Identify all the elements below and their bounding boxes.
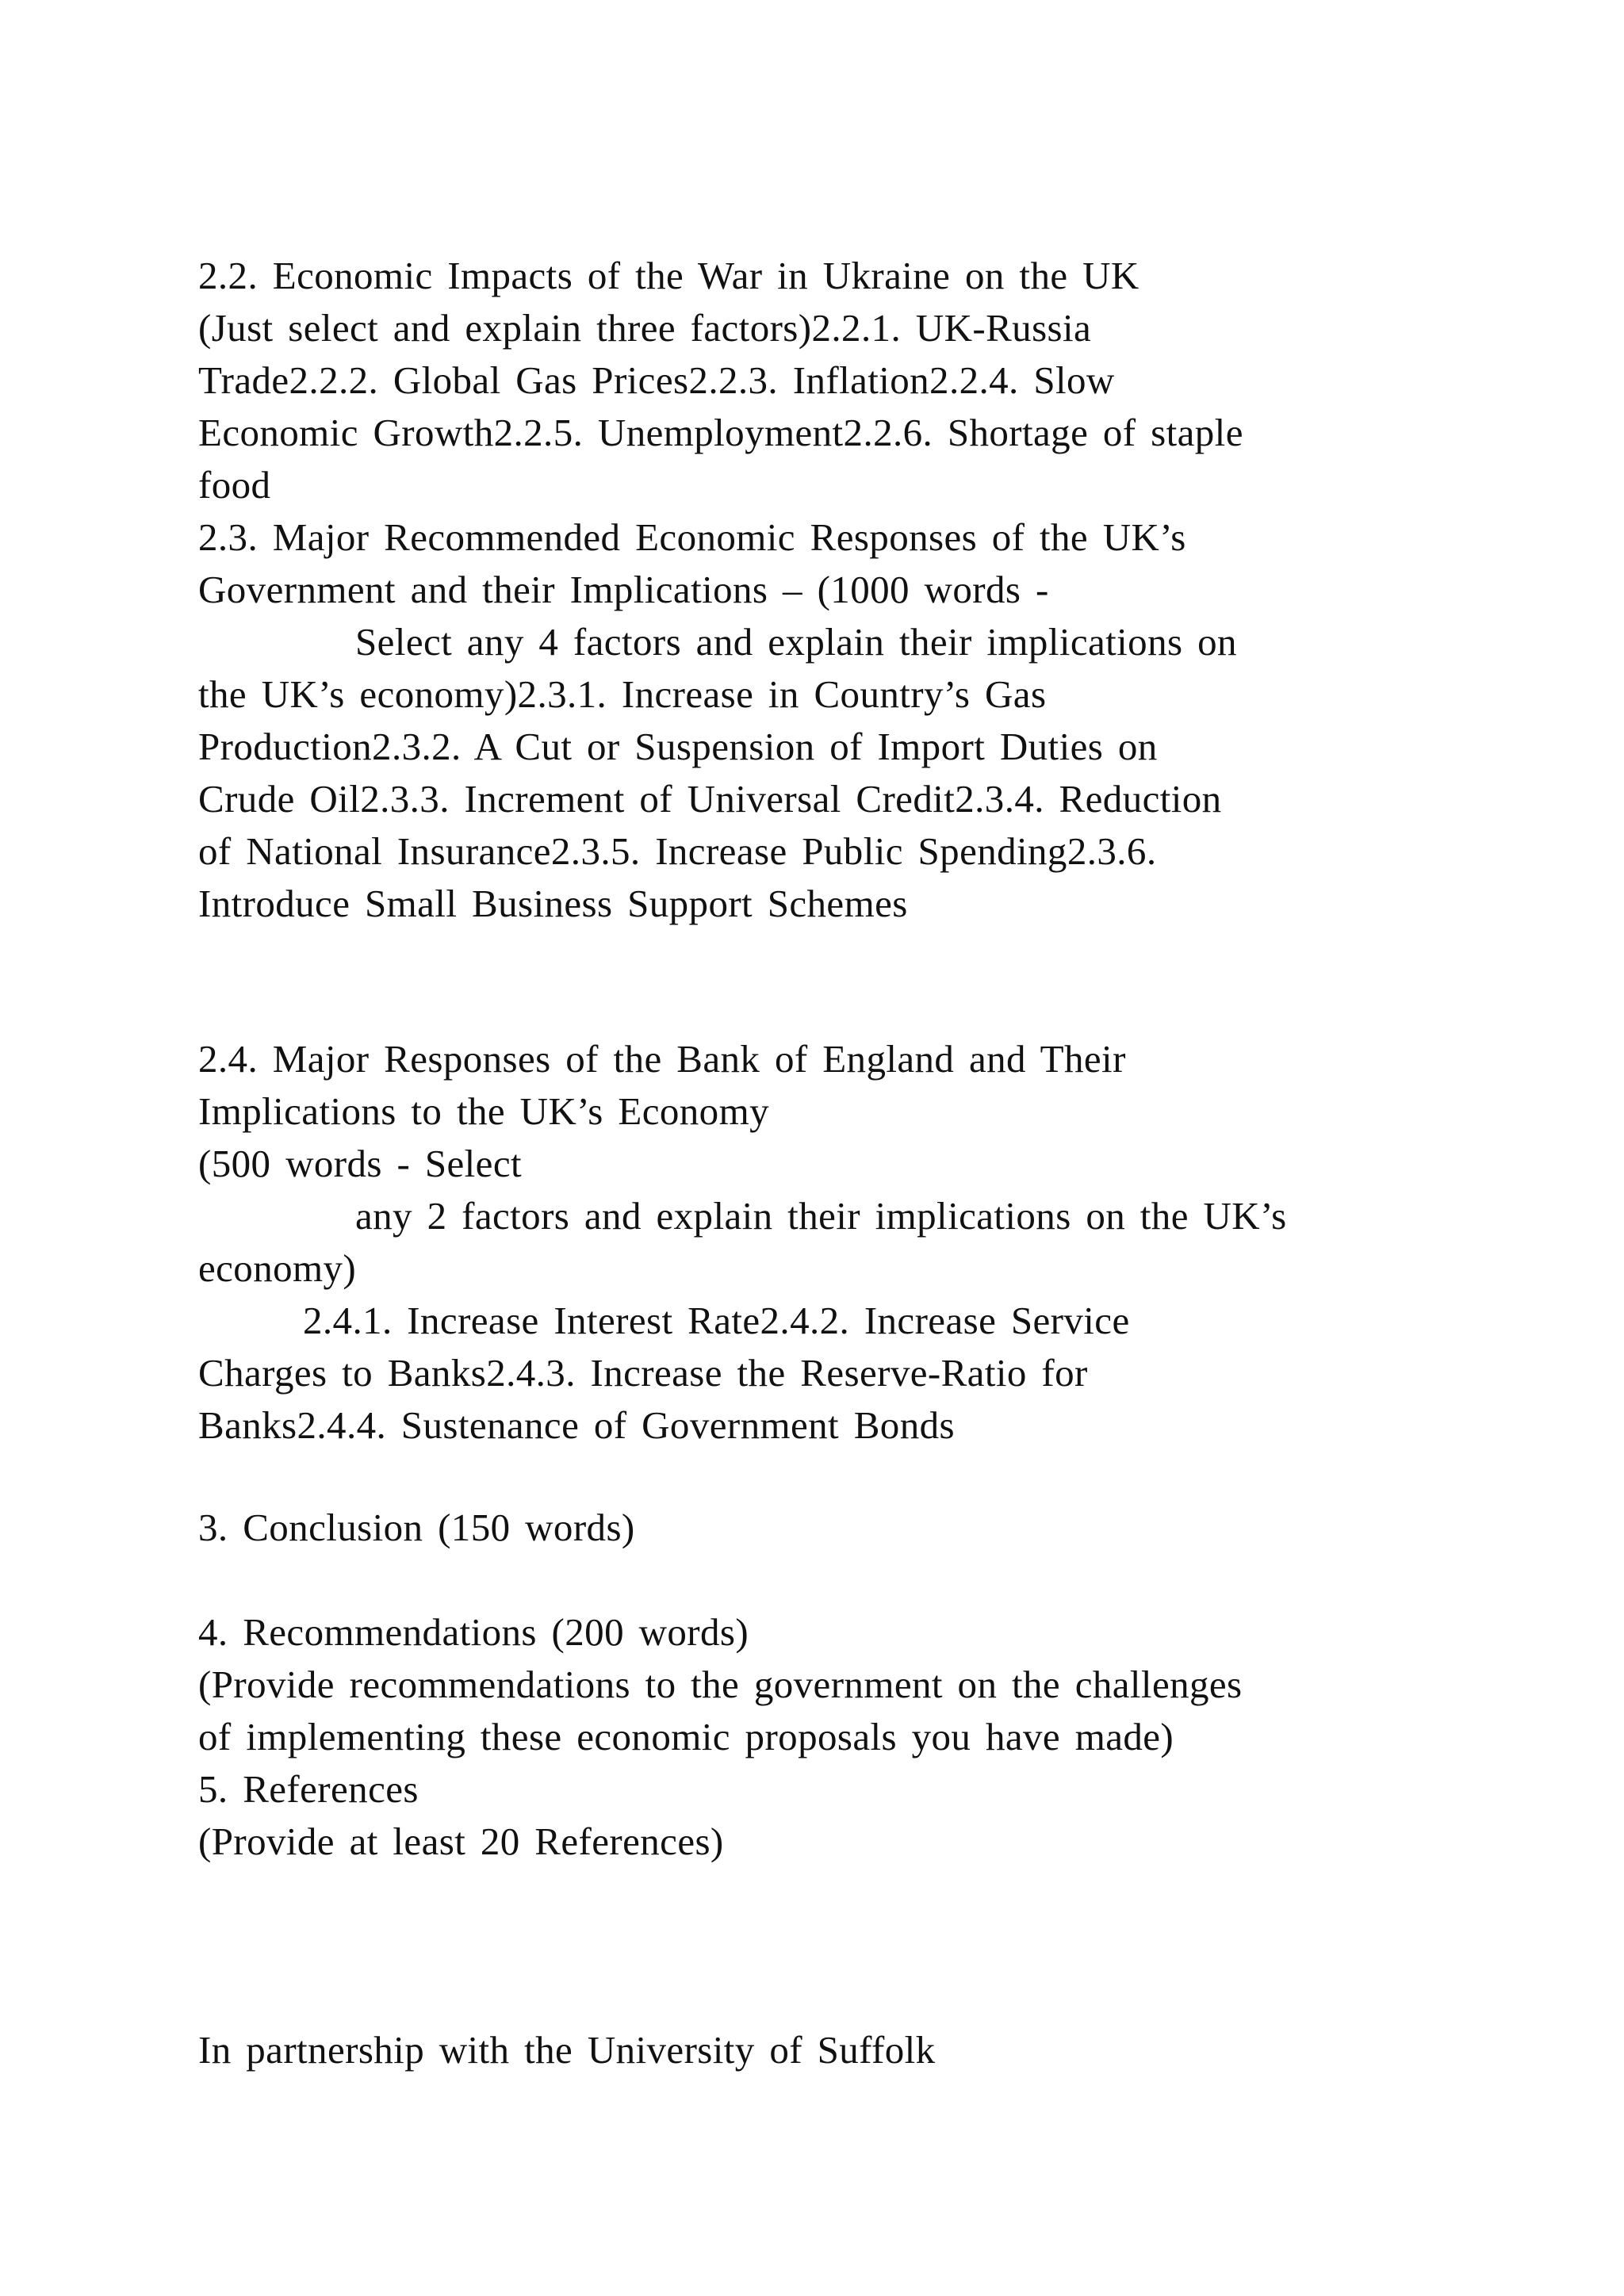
section-4-text: (Provide recommendations to the government on the challenges: [198, 1663, 1243, 1706]
section-2-3-text: the UK’s economy)2.3.1. Increase in Country’s Gas: [198, 672, 1047, 716]
section-2-4-heading: Implications to the UK’s Economy: [198, 1089, 769, 1133]
section-2-4-heading: 2.4. Major Responses of the Bank of England and Their: [198, 1037, 1126, 1081]
section-2-3-text: Government and their Implications – (1000 words -: [198, 568, 1049, 611]
section-2-3-text: Crude Oil2.3.3. Increment of Universal Credit2.3.4. Reduction: [198, 777, 1222, 821]
section-2-4-text: (500 words - Select: [198, 1142, 522, 1185]
section-5-text: (Provide at least 20 References): [198, 1820, 724, 1863]
section-4-text: of implementing these economic proposals you have made): [198, 1715, 1174, 1758]
section-2-2-text: Trade2.2.2. Global Gas Prices2.2.3. Inflation2.2.4. Slow: [198, 358, 1115, 402]
section-2-2-heading: 2.2. Economic Impacts of the War in Ukraine on the UK: [198, 254, 1139, 297]
section-2-4-text: 2.4.1. Increase Interest Rate2.4.2. Increase Service: [303, 1299, 1130, 1342]
section-2-3-text: Production2.3.2. A Cut or Suspension of Import Duties on: [198, 725, 1158, 768]
section-2-2-text: Economic Growth2.2.5. Unemployment2.2.6. Shortage of staple: [198, 411, 1243, 454]
section-2-4-text: any 2 factors and explain their implications on the UK’s: [355, 1194, 1287, 1238]
section-4-heading: 4. Recommendations (200 words): [198, 1610, 749, 1654]
section-2-4-text: economy): [198, 1246, 357, 1290]
section-2-4-text: Banks2.4.4. Sustenance of Government Bonds: [198, 1403, 955, 1447]
section-2-3-text: of National Insurance2.3.5. Increase Public Spending2.3.6.: [198, 829, 1157, 873]
section-2-3-heading: 2.3. Major Recommended Economic Responses of the UK’s: [198, 515, 1186, 559]
section-2-2-text: (Just select and explain three factors)2.2.1. UK-Russia: [198, 306, 1092, 350]
section-2-2-text: food: [198, 463, 271, 507]
section-2-3-text: Introduce Small Business Support Schemes: [198, 882, 908, 925]
partnership-footer: In partnership with the University of Suffolk: [198, 2028, 936, 2072]
section-3-heading: 3. Conclusion (150 words): [198, 1506, 635, 1549]
section-2-4-text: Charges to Banks2.4.3. Increase the Reserve-Ratio for: [198, 1351, 1088, 1395]
section-2-3-text: Select any 4 factors and explain their implications on: [355, 620, 1237, 664]
section-5-heading: 5. References: [198, 1767, 419, 1811]
